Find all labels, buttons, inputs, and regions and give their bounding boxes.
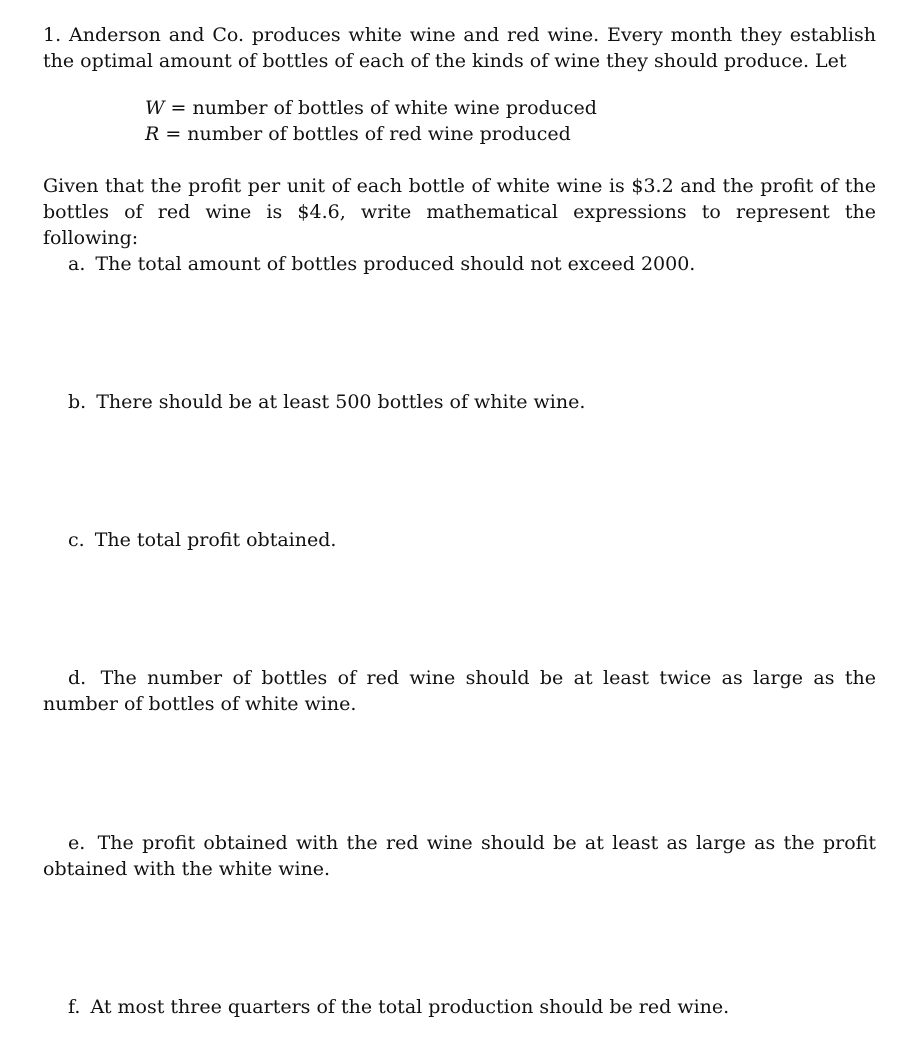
definition-text: number of bottles of white wine produced [192,97,597,119]
question-text: The total amount of bottles produced should not exceed 2000. [95,253,696,275]
question-a [43,251,876,277]
given-statement: Given that the profit per unit of each bottle of white wine is $3.2 and the profit of the bottles of red wine is $4.6, write mathematical expressions to represent the following: [43,175,876,249]
problem-number: 1. [43,24,62,46]
definition-text: number of bottles of red wine produced [187,123,571,145]
question-label: e. [68,832,86,854]
question-text: The total profit obtained. [94,529,337,551]
question-text: There should be at least 500 bottles of white wine. [96,391,586,413]
question-text: The profit obtained with the red wine should be at least as large as the profit obtained with the white wine. [43,832,876,880]
definition-r [145,121,597,147]
question-b [43,389,876,415]
equals-sign: = [165,123,182,145]
question-e [43,830,876,882]
problem-intro [43,22,876,74]
definition-w [145,95,597,121]
question-label: a. [68,253,86,275]
question-d [43,665,876,717]
variable-symbol: R [145,123,160,145]
question-label: d. [68,667,87,689]
equals-sign: = [170,97,187,119]
variable-definitions [145,95,597,147]
question-text: At most three quarters of the total production should be red wine. [90,996,730,1018]
question-label: f. [68,996,81,1018]
question-label: b. [68,391,87,413]
question-c [43,527,876,553]
question-text: The number of bottles of red wine should be at least twice as large as the number of bottles of white wine. [43,667,876,715]
problem-intro-text: Anderson and Co. produces white wine and red wine. Every month they establish the optimal amount of bottles of each of the kinds of wine they should produce. Let [43,24,876,72]
question-f [43,994,876,1020]
question-label: c. [68,529,85,551]
variable-symbol: W [145,97,165,119]
